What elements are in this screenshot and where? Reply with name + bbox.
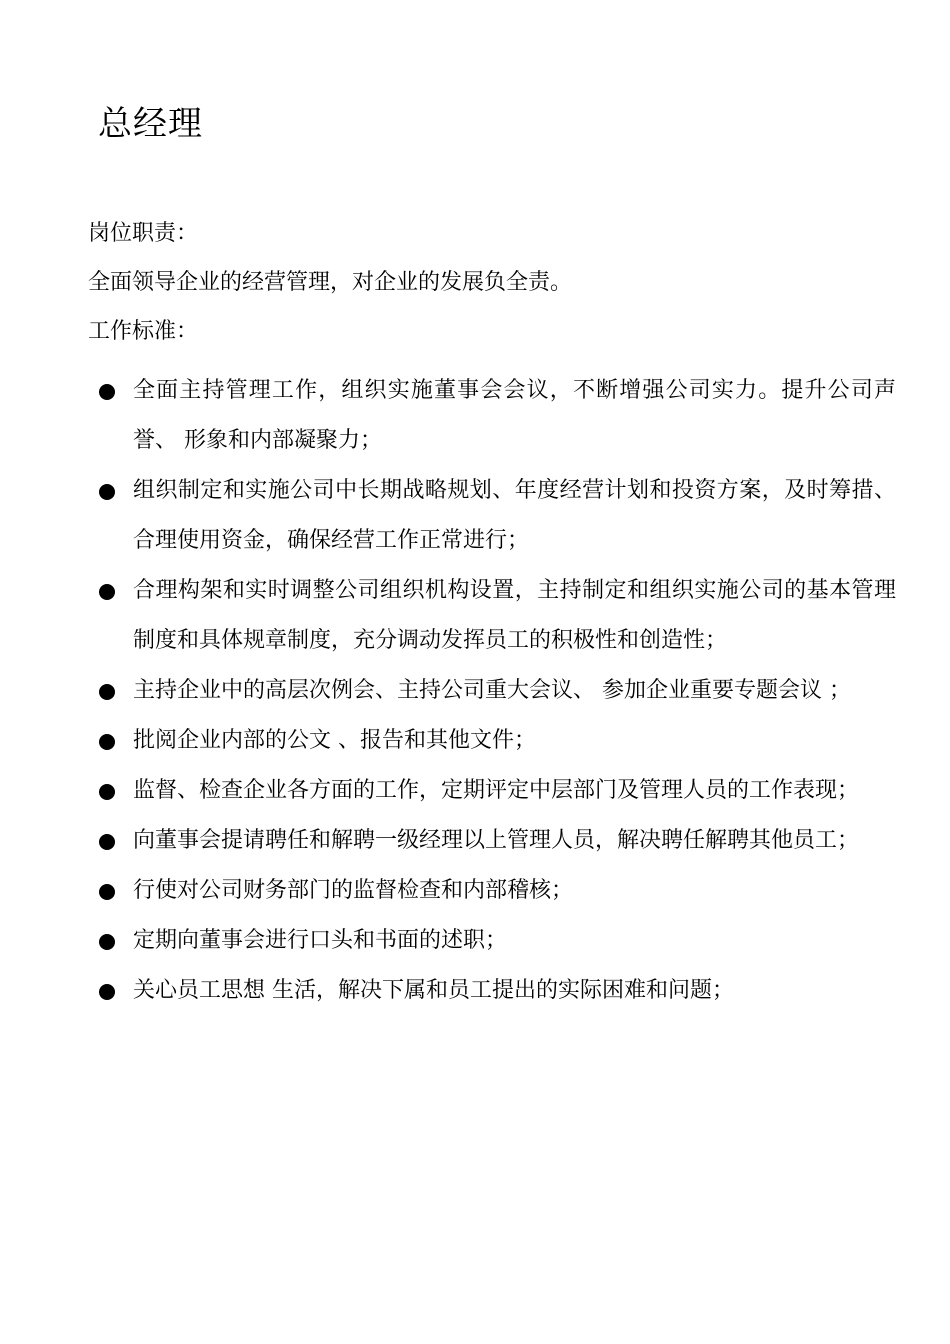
list-item-text: 定期向董事会进行口头和书面的述职；	[133, 928, 508, 953]
list-item	[96, 816, 896, 866]
list-item-text: 向董事会提请聘任和解聘一级经理以上管理人员，解决聘任解聘其他员工；	[133, 828, 860, 853]
list-item	[96, 366, 896, 466]
list-item-text: 批阅企业内部的公文 、报告和其他文件；	[133, 728, 536, 753]
bullet-icon	[99, 784, 115, 800]
list-item-text: 主持企业中的高层次例会、主持公司重大会议、 参加企业重要专题会议 ；	[133, 678, 851, 703]
bullet-icon	[99, 834, 115, 850]
standards-heading: 工作标准：	[88, 319, 199, 344]
list-item-text: 全面主持管理工作，组织实施董事会会议，不断增强公司实力。提升公司声誉、 形象和内部凝聚力；	[133, 378, 896, 453]
bullet-icon	[99, 384, 115, 400]
bullet-icon	[99, 584, 115, 600]
bullet-icon	[99, 884, 115, 900]
list-item-text: 合理构架和实时调整公司组织机构设置，主持制定和组织实施公司的基本管理制度和具体规章制度，充分调动发挥员工的积极性和创造性；	[133, 578, 896, 653]
list-item	[96, 866, 896, 916]
list-item	[96, 566, 896, 666]
list-item-text: 组织制定和实施公司中长期战略规划、年度经营计划和投资方案，及时筹措、合理使用资金，确保经营工作正常进行；	[133, 478, 896, 553]
list-item	[96, 966, 896, 1016]
bullet-icon	[99, 684, 115, 700]
list-item-text: 关心员工思想 生活，解决下属和员工提出的实际困难和问题；	[133, 978, 734, 1003]
bullet-icon	[99, 934, 115, 950]
bullet-icon	[99, 484, 115, 500]
standards-list	[96, 366, 896, 1016]
list-item	[96, 466, 896, 566]
list-item-text: 监督、检查企业各方面的工作，定期评定中层部门及管理人员的工作表现；	[133, 778, 860, 803]
list-item	[96, 716, 896, 766]
list-item	[96, 916, 896, 966]
list-item	[96, 766, 896, 816]
page-title: 总经理	[98, 104, 203, 144]
bullet-icon	[99, 984, 115, 1000]
bullet-icon	[99, 734, 115, 750]
list-item-text: 行使对公司财务部门的监督检查和内部稽核；	[133, 878, 574, 903]
responsibilities-text: 全面领导企业的经营管理，对企业的发展负全责。	[88, 270, 573, 295]
list-item	[96, 666, 896, 716]
responsibilities-heading: 岗位职责：	[88, 221, 199, 246]
